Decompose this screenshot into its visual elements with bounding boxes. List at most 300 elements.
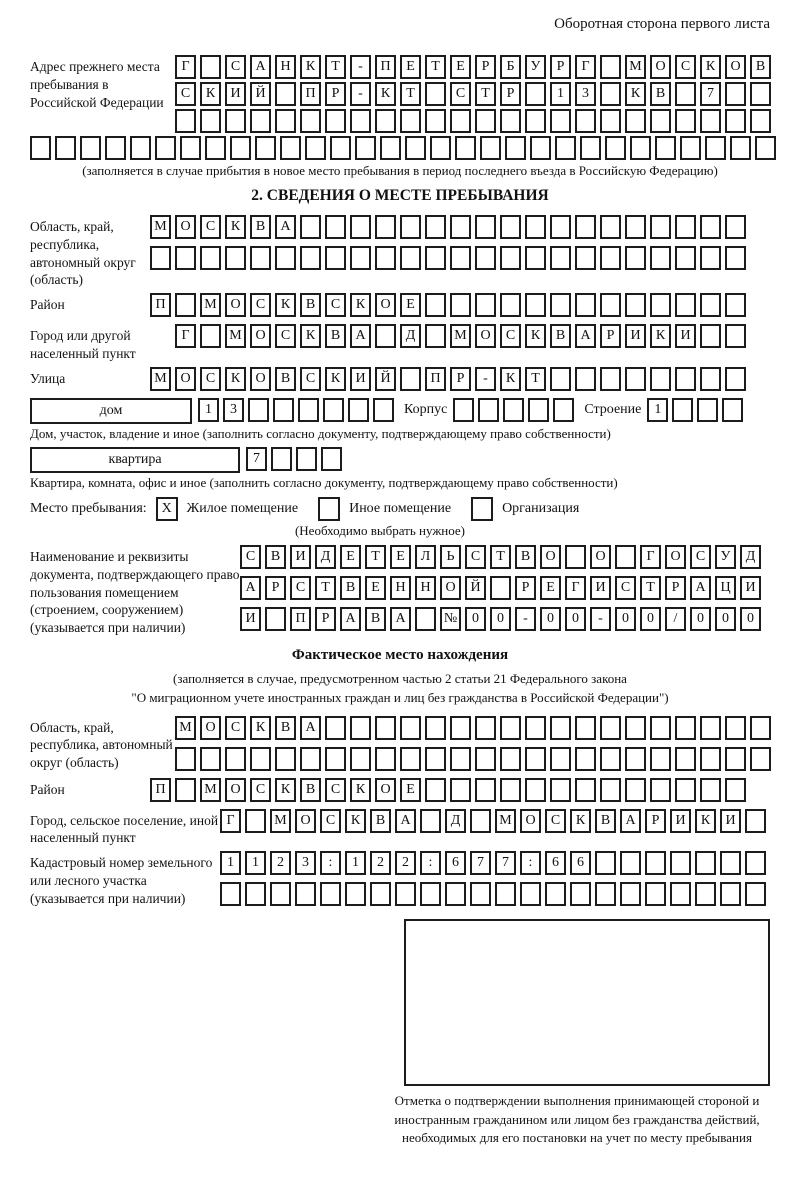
char-cell: [180, 136, 201, 160]
char-cell: [730, 136, 751, 160]
char-cell: О: [665, 545, 686, 569]
char-cell: Р: [515, 576, 536, 600]
region-grid: [150, 215, 770, 273]
char-cell: [725, 246, 746, 270]
region-label: Область, край, республика, автономный округ (область): [30, 219, 136, 288]
char-cell: Д: [315, 545, 336, 569]
char-cell: Ц: [715, 576, 736, 600]
char-cell: [375, 747, 396, 771]
char-cell: [675, 778, 696, 802]
char-cell: Т: [640, 576, 661, 600]
char-cell: Р: [645, 809, 666, 833]
char-cell: А: [690, 576, 711, 600]
char-cell: Г: [220, 809, 241, 833]
char-cell: [575, 215, 596, 239]
char-cell: [300, 215, 321, 239]
char-cell: [445, 882, 466, 906]
char-cell: [375, 215, 396, 239]
char-cell: [500, 109, 521, 133]
char-cell: [245, 809, 266, 833]
char-cell: Е: [340, 545, 361, 569]
char-cell: [525, 109, 546, 133]
char-cell: [325, 246, 346, 270]
char-cell: [575, 747, 596, 771]
char-cell: [575, 109, 596, 133]
char-cell: [205, 136, 226, 160]
char-cell: [450, 293, 471, 317]
prev-address-grid: [175, 55, 775, 136]
char-cell: [695, 882, 716, 906]
char-cell: 0: [715, 607, 736, 631]
char-cell: А: [250, 55, 271, 79]
char-cell: [255, 136, 276, 160]
char-cell: [420, 882, 441, 906]
char-cell: Д: [445, 809, 466, 833]
char-cell: [155, 136, 176, 160]
char-cell: В: [365, 607, 386, 631]
char-cell: [296, 447, 317, 471]
char-cell: [750, 82, 771, 106]
house-row: [30, 398, 770, 425]
char-cell: [425, 324, 446, 348]
char-cell: [600, 215, 621, 239]
char-cell: А: [620, 809, 641, 833]
char-cell: П: [150, 778, 171, 802]
char-cell: [275, 82, 296, 106]
char-cell: К: [275, 778, 296, 802]
char-cell: К: [300, 324, 321, 348]
char-cell: [745, 851, 766, 875]
char-cell: [525, 215, 546, 239]
char-cell: [500, 293, 521, 317]
char-cell: [525, 747, 546, 771]
char-cell: [225, 109, 246, 133]
char-cell: Т: [490, 545, 511, 569]
char-cell: [475, 293, 496, 317]
char-grid-row: [175, 82, 775, 106]
char-cell: №: [440, 607, 461, 631]
char-cell: [625, 246, 646, 270]
char-cell: [275, 747, 296, 771]
char-cell: [275, 109, 296, 133]
char-cell: 7: [495, 851, 516, 875]
char-cell: [600, 716, 621, 740]
char-cell: [330, 136, 351, 160]
char-cell: [720, 851, 741, 875]
char-cell: Г: [565, 576, 586, 600]
char-cell: Т: [425, 55, 446, 79]
char-cell: Р: [475, 55, 496, 79]
char-cell: О: [200, 716, 221, 740]
char-cell: [620, 882, 641, 906]
char-cell: 6: [545, 851, 566, 875]
char-cell: А: [395, 809, 416, 833]
char-cell: В: [515, 545, 536, 569]
char-cell: 6: [570, 851, 591, 875]
char-cell: [695, 851, 716, 875]
char-cell: Е: [540, 576, 561, 600]
char-cell: 2: [370, 851, 391, 875]
char-cell: Ь: [440, 545, 461, 569]
char-cell: У: [715, 545, 736, 569]
char-cell: [500, 215, 521, 239]
char-cell: [720, 882, 741, 906]
char-cell: [425, 778, 446, 802]
char-cell: К: [225, 367, 246, 391]
char-cell: [345, 882, 366, 906]
char-cell: [450, 716, 471, 740]
char-cell: 3: [295, 851, 316, 875]
char-cell: [175, 109, 196, 133]
char-cell: [575, 778, 596, 802]
char-cell: [625, 215, 646, 239]
char-cell: В: [300, 778, 321, 802]
char-cell: Р: [325, 82, 346, 106]
char-cell: С: [690, 545, 711, 569]
actual-location-note: [30, 670, 770, 708]
char-cell: [675, 246, 696, 270]
char-cell: М: [495, 809, 516, 833]
char-cell: [305, 136, 326, 160]
char-cell: [670, 882, 691, 906]
char-cell: И: [590, 576, 611, 600]
char-cell: [625, 367, 646, 391]
char-cell: В: [750, 55, 771, 79]
char-cell: [650, 215, 671, 239]
char-cell: Р: [315, 607, 336, 631]
char-cell: [725, 716, 746, 740]
char-cell: [55, 136, 76, 160]
actual-location-title: Фактическое место нахождения: [291, 646, 509, 663]
char-cell: С: [545, 809, 566, 833]
char-cell: [495, 882, 516, 906]
char-cell: [500, 246, 521, 270]
stamp-note: Отметка о подтверждении выполнения принимающей стороной и иностранным гражданином или лицом без гражданства действий, необходимых для его постановки на учет по месту пребывания: [394, 1093, 760, 1146]
char-cell: [400, 109, 421, 133]
char-cell: [600, 293, 621, 317]
char-cell: [300, 747, 321, 771]
char-cell: А: [240, 576, 261, 600]
char-cell: [650, 367, 671, 391]
char-cell: [600, 246, 621, 270]
char-cell: [725, 109, 746, 133]
stroenie-label: Строение: [584, 401, 642, 417]
char-cell: [550, 293, 571, 317]
char-cell: И: [240, 607, 261, 631]
char-cell: Б: [500, 55, 521, 79]
char-cell: [425, 246, 446, 270]
char-cell: [680, 136, 701, 160]
city-label: Город или другой населенный пункт: [30, 328, 136, 362]
char-cell: С: [240, 545, 261, 569]
page-side-note: Оборотная сторона первого листа: [554, 16, 770, 32]
char-cell: [525, 82, 546, 106]
char-cell: С: [290, 576, 311, 600]
char-cell: В: [595, 809, 616, 833]
char-cell: [705, 136, 726, 160]
char-cell: О: [175, 215, 196, 239]
char-cell: [450, 747, 471, 771]
char-cell: [350, 215, 371, 239]
char-cell: [670, 851, 691, 875]
char-cell: /: [665, 607, 686, 631]
char-cell: [750, 716, 771, 740]
char-cell: [525, 293, 546, 317]
char-grid-row: [175, 324, 750, 348]
char-cell: Т: [475, 82, 496, 106]
char-cell: О: [295, 809, 316, 833]
stay-type-checkbox-other: [318, 497, 340, 521]
char-cell: Т: [315, 576, 336, 600]
char-cell: К: [650, 324, 671, 348]
char-cell: [650, 246, 671, 270]
char-cell: [230, 136, 251, 160]
char-cell: П: [290, 607, 311, 631]
char-cell: И: [290, 545, 311, 569]
char-cell: В: [325, 324, 346, 348]
char-grid-row: [240, 545, 770, 569]
char-cell: [700, 716, 721, 740]
char-cell: [700, 109, 721, 133]
char-cell: О: [225, 293, 246, 317]
char-cell: С: [450, 82, 471, 106]
char-cell: [675, 367, 696, 391]
char-cell: [675, 82, 696, 106]
section2-title: 2. СВЕДЕНИЯ О МЕСТЕ ПРЕБЫВАНИЯ: [251, 187, 549, 204]
char-cell: [725, 367, 746, 391]
char-cell: [505, 136, 526, 160]
char-cell: Е: [390, 545, 411, 569]
char-cell: [450, 109, 471, 133]
char-cell: [700, 324, 721, 348]
char-cell: [400, 747, 421, 771]
char-cell: В: [550, 324, 571, 348]
char-cell: Г: [575, 55, 596, 79]
char-cell: [697, 398, 718, 422]
char-cell: [265, 607, 286, 631]
char-cell: Й: [465, 576, 486, 600]
char-cell: [425, 109, 446, 133]
char-cell: [595, 882, 616, 906]
actual-region-label: Область, край, республика, автономный округ (область): [30, 719, 173, 771]
char-cell: [700, 778, 721, 802]
char-cell: О: [175, 367, 196, 391]
char-cell: С: [500, 324, 521, 348]
stamp-area: [30, 919, 770, 1147]
char-cell: :: [520, 851, 541, 875]
char-cell: [425, 293, 446, 317]
char-cell: 1: [220, 851, 241, 875]
char-cell: И: [670, 809, 691, 833]
char-cell: [500, 778, 521, 802]
char-cell: С: [200, 367, 221, 391]
cadastre-grid: [220, 851, 770, 909]
char-cell: [722, 398, 743, 422]
char-cell: [225, 747, 246, 771]
char-cell: [630, 136, 651, 160]
char-cell: С: [325, 293, 346, 317]
char-cell: :: [320, 851, 341, 875]
stay-type-option-other: Иное помещение: [349, 500, 452, 516]
char-cell: С: [250, 293, 271, 317]
char-cell: [565, 545, 586, 569]
char-cell: С: [275, 324, 296, 348]
char-cell: 6: [445, 851, 466, 875]
char-cell: [400, 215, 421, 239]
char-cell: [503, 398, 524, 422]
char-cell: [200, 324, 221, 348]
char-cell: [725, 324, 746, 348]
char-cell: [250, 246, 271, 270]
char-grid-row: [150, 778, 750, 802]
char-cell: [580, 136, 601, 160]
char-cell: [605, 136, 626, 160]
char-cell: [375, 109, 396, 133]
char-cell: [550, 367, 571, 391]
char-cell: 0: [540, 607, 561, 631]
char-cell: Р: [665, 576, 686, 600]
char-cell: В: [265, 545, 286, 569]
char-cell: [425, 716, 446, 740]
char-cell: [550, 215, 571, 239]
char-grid-row: [647, 398, 747, 422]
street-group: [30, 367, 770, 394]
char-cell: [300, 109, 321, 133]
char-cell: К: [275, 293, 296, 317]
char-cell: [400, 367, 421, 391]
char-cell: М: [225, 324, 246, 348]
char-cell: О: [475, 324, 496, 348]
char-cell: [325, 215, 346, 239]
korpus-label: Корпус: [404, 401, 448, 417]
char-cell: [600, 55, 621, 79]
char-cell: [575, 293, 596, 317]
char-cell: [570, 882, 591, 906]
char-cell: Е: [450, 55, 471, 79]
char-cell: М: [625, 55, 646, 79]
char-grid-row: [198, 398, 398, 422]
char-cell: М: [175, 716, 196, 740]
char-cell: [530, 136, 551, 160]
char-cell: [470, 809, 491, 833]
char-cell: А: [340, 607, 361, 631]
char-cell: У: [525, 55, 546, 79]
house-field-label-box: дом: [30, 398, 192, 424]
char-cell: М: [150, 215, 171, 239]
char-cell: О: [440, 576, 461, 600]
char-cell: [550, 109, 571, 133]
char-cell: [645, 882, 666, 906]
char-cell: И: [720, 809, 741, 833]
char-cell: Т: [400, 82, 421, 106]
char-cell: [275, 246, 296, 270]
document-label: Наименование и реквизиты документа, подтверждающего право пользования помещением (строением, сооружением) (указывается при наличии): [30, 548, 240, 636]
stay-type-label: Место пребывания:: [30, 500, 147, 516]
char-cell: Е: [365, 576, 386, 600]
actual-location-note-line1: (заполняется в случае, предусмотренном частью 2 статьи 21 Федерального закона: [173, 670, 627, 686]
char-cell: [298, 398, 319, 422]
char-cell: [755, 136, 776, 160]
char-cell: [220, 882, 241, 906]
apartment-note: Квартира, комната, офис и иное (заполнить согласно документу, подтверждающему право собственности): [30, 474, 618, 490]
char-cell: О: [725, 55, 746, 79]
char-cell: [380, 136, 401, 160]
char-cell: С: [465, 545, 486, 569]
char-cell: [200, 55, 221, 79]
char-cell: [575, 367, 596, 391]
char-cell: -: [350, 82, 371, 106]
char-cell: [175, 246, 196, 270]
char-cell: В: [250, 215, 271, 239]
char-cell: П: [150, 293, 171, 317]
cadastre-label: Кадастровый номер земельного или лесного участка (указывается при наличии): [30, 855, 213, 906]
char-cell: [350, 716, 371, 740]
char-cell: [700, 215, 721, 239]
char-cell: [450, 215, 471, 239]
char-cell: [455, 136, 476, 160]
char-cell: [675, 109, 696, 133]
prev-address-note: (заполняется в случае прибытия в новое место пребывания в период последнего въезда в Российскую Федерацию): [82, 163, 718, 178]
char-cell: [550, 747, 571, 771]
char-cell: 1: [647, 398, 668, 422]
char-cell: 0: [615, 607, 636, 631]
char-cell: [745, 809, 766, 833]
char-cell: [225, 246, 246, 270]
actual-city-label: Город, сельское поселение, иной населенный пункт: [30, 812, 219, 846]
char-cell: К: [695, 809, 716, 833]
char-cell: Е: [400, 55, 421, 79]
char-cell: [700, 293, 721, 317]
char-cell: [350, 246, 371, 270]
char-cell: О: [225, 778, 246, 802]
char-cell: М: [200, 778, 221, 802]
char-cell: Н: [275, 55, 296, 79]
confirmation-stamp-box: [404, 919, 770, 1086]
char-cell: [750, 747, 771, 771]
char-cell: [625, 778, 646, 802]
char-cell: К: [225, 215, 246, 239]
char-cell: [725, 293, 746, 317]
char-grid-row: [150, 215, 770, 239]
char-cell: Т: [525, 367, 546, 391]
char-cell: [300, 246, 321, 270]
char-cell: Р: [265, 576, 286, 600]
char-cell: И: [625, 324, 646, 348]
char-cell: [625, 109, 646, 133]
char-cell: В: [370, 809, 391, 833]
char-cell: [425, 82, 446, 106]
district-group: [30, 293, 770, 320]
char-cell: [280, 136, 301, 160]
char-cell: [600, 82, 621, 106]
char-cell: С: [675, 55, 696, 79]
char-cell: [355, 136, 376, 160]
char-cell: [350, 109, 371, 133]
char-cell: Р: [450, 367, 471, 391]
char-cell: 0: [465, 607, 486, 631]
char-cell: Й: [250, 82, 271, 106]
char-cell: О: [375, 778, 396, 802]
char-cell: О: [540, 545, 561, 569]
char-cell: [725, 215, 746, 239]
char-cell: [475, 109, 496, 133]
char-cell: [675, 293, 696, 317]
char-cell: [30, 136, 51, 160]
char-cell: К: [525, 324, 546, 348]
street-label: Улица: [30, 370, 66, 386]
char-cell: 3: [223, 398, 244, 422]
char-cell: [273, 398, 294, 422]
